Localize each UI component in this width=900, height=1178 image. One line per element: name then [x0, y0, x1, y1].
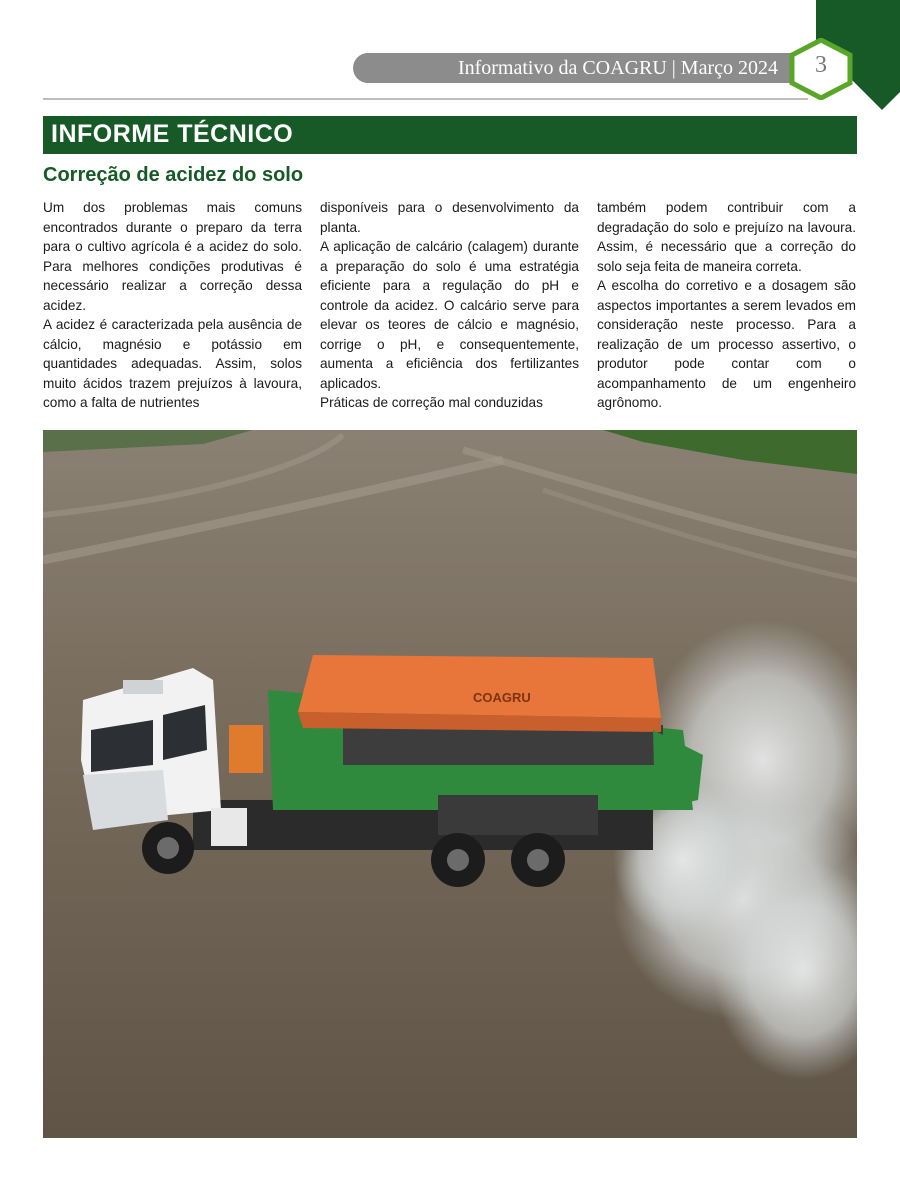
article-photo [43, 430, 857, 1138]
section-title: INFORME TÉCNICO [51, 120, 294, 148]
article-column-2 [320, 198, 579, 413]
paragraph: Um dos problemas mais comuns encontrados durante o preparo da terra para o cultivo agrícola é a acidez do solo. Para melhores condições produtivas é necessário realizar a correção dessa acidez. [43, 200, 302, 313]
article-column-3 [597, 198, 856, 413]
header-bar [353, 53, 798, 83]
publication-title: Informativo da COAGRU | Março 2024 [457, 57, 778, 79]
article-column-1 [43, 198, 302, 413]
paragraph: disponíveis para o desenvolvimento da planta. [320, 200, 579, 235]
page-number: 3 [815, 52, 827, 78]
paragraph: A escolha do corretivo e a dosagem são aspectos importantes a serem levados em consideração neste processo. Para a realização de um processo assertivo, o produtor pode contar com o acompanhamento de um engenheiro agrônomo. [597, 278, 856, 410]
paragraph: A acidez é caracterizada pela ausência de cálcio, magnésio e potássio em quantidades adequadas. Assim, solos muito ácidos trazem prejuízos à lavoura, como a falta de nutrientes [43, 317, 302, 410]
paragraph: Práticas de correção mal conduzidas [320, 395, 543, 410]
section-band [43, 116, 857, 154]
header-divider [43, 98, 808, 100]
orange-tarp [298, 655, 661, 718]
tarp-brand: COAGRU [473, 690, 531, 705]
paragraph: A aplicação de calcário (calagem) durante a preparação do solo é uma estratégia eficiente para a regulação do pH e controle da acidez. O calcário serve para elevar os teores de cálcio e magnésio, corrige o pH, e consequentemente, aumenta a eficiência dos fertilizantes aplicados. [320, 239, 579, 391]
article-title: Correção de acidez do solo [43, 164, 304, 186]
paragraph: também podem contribuir com a degradação do solo e prejuízo na lavoura. Assim, é necessário que a correção do solo seja feita de maneira correta. [597, 200, 856, 274]
